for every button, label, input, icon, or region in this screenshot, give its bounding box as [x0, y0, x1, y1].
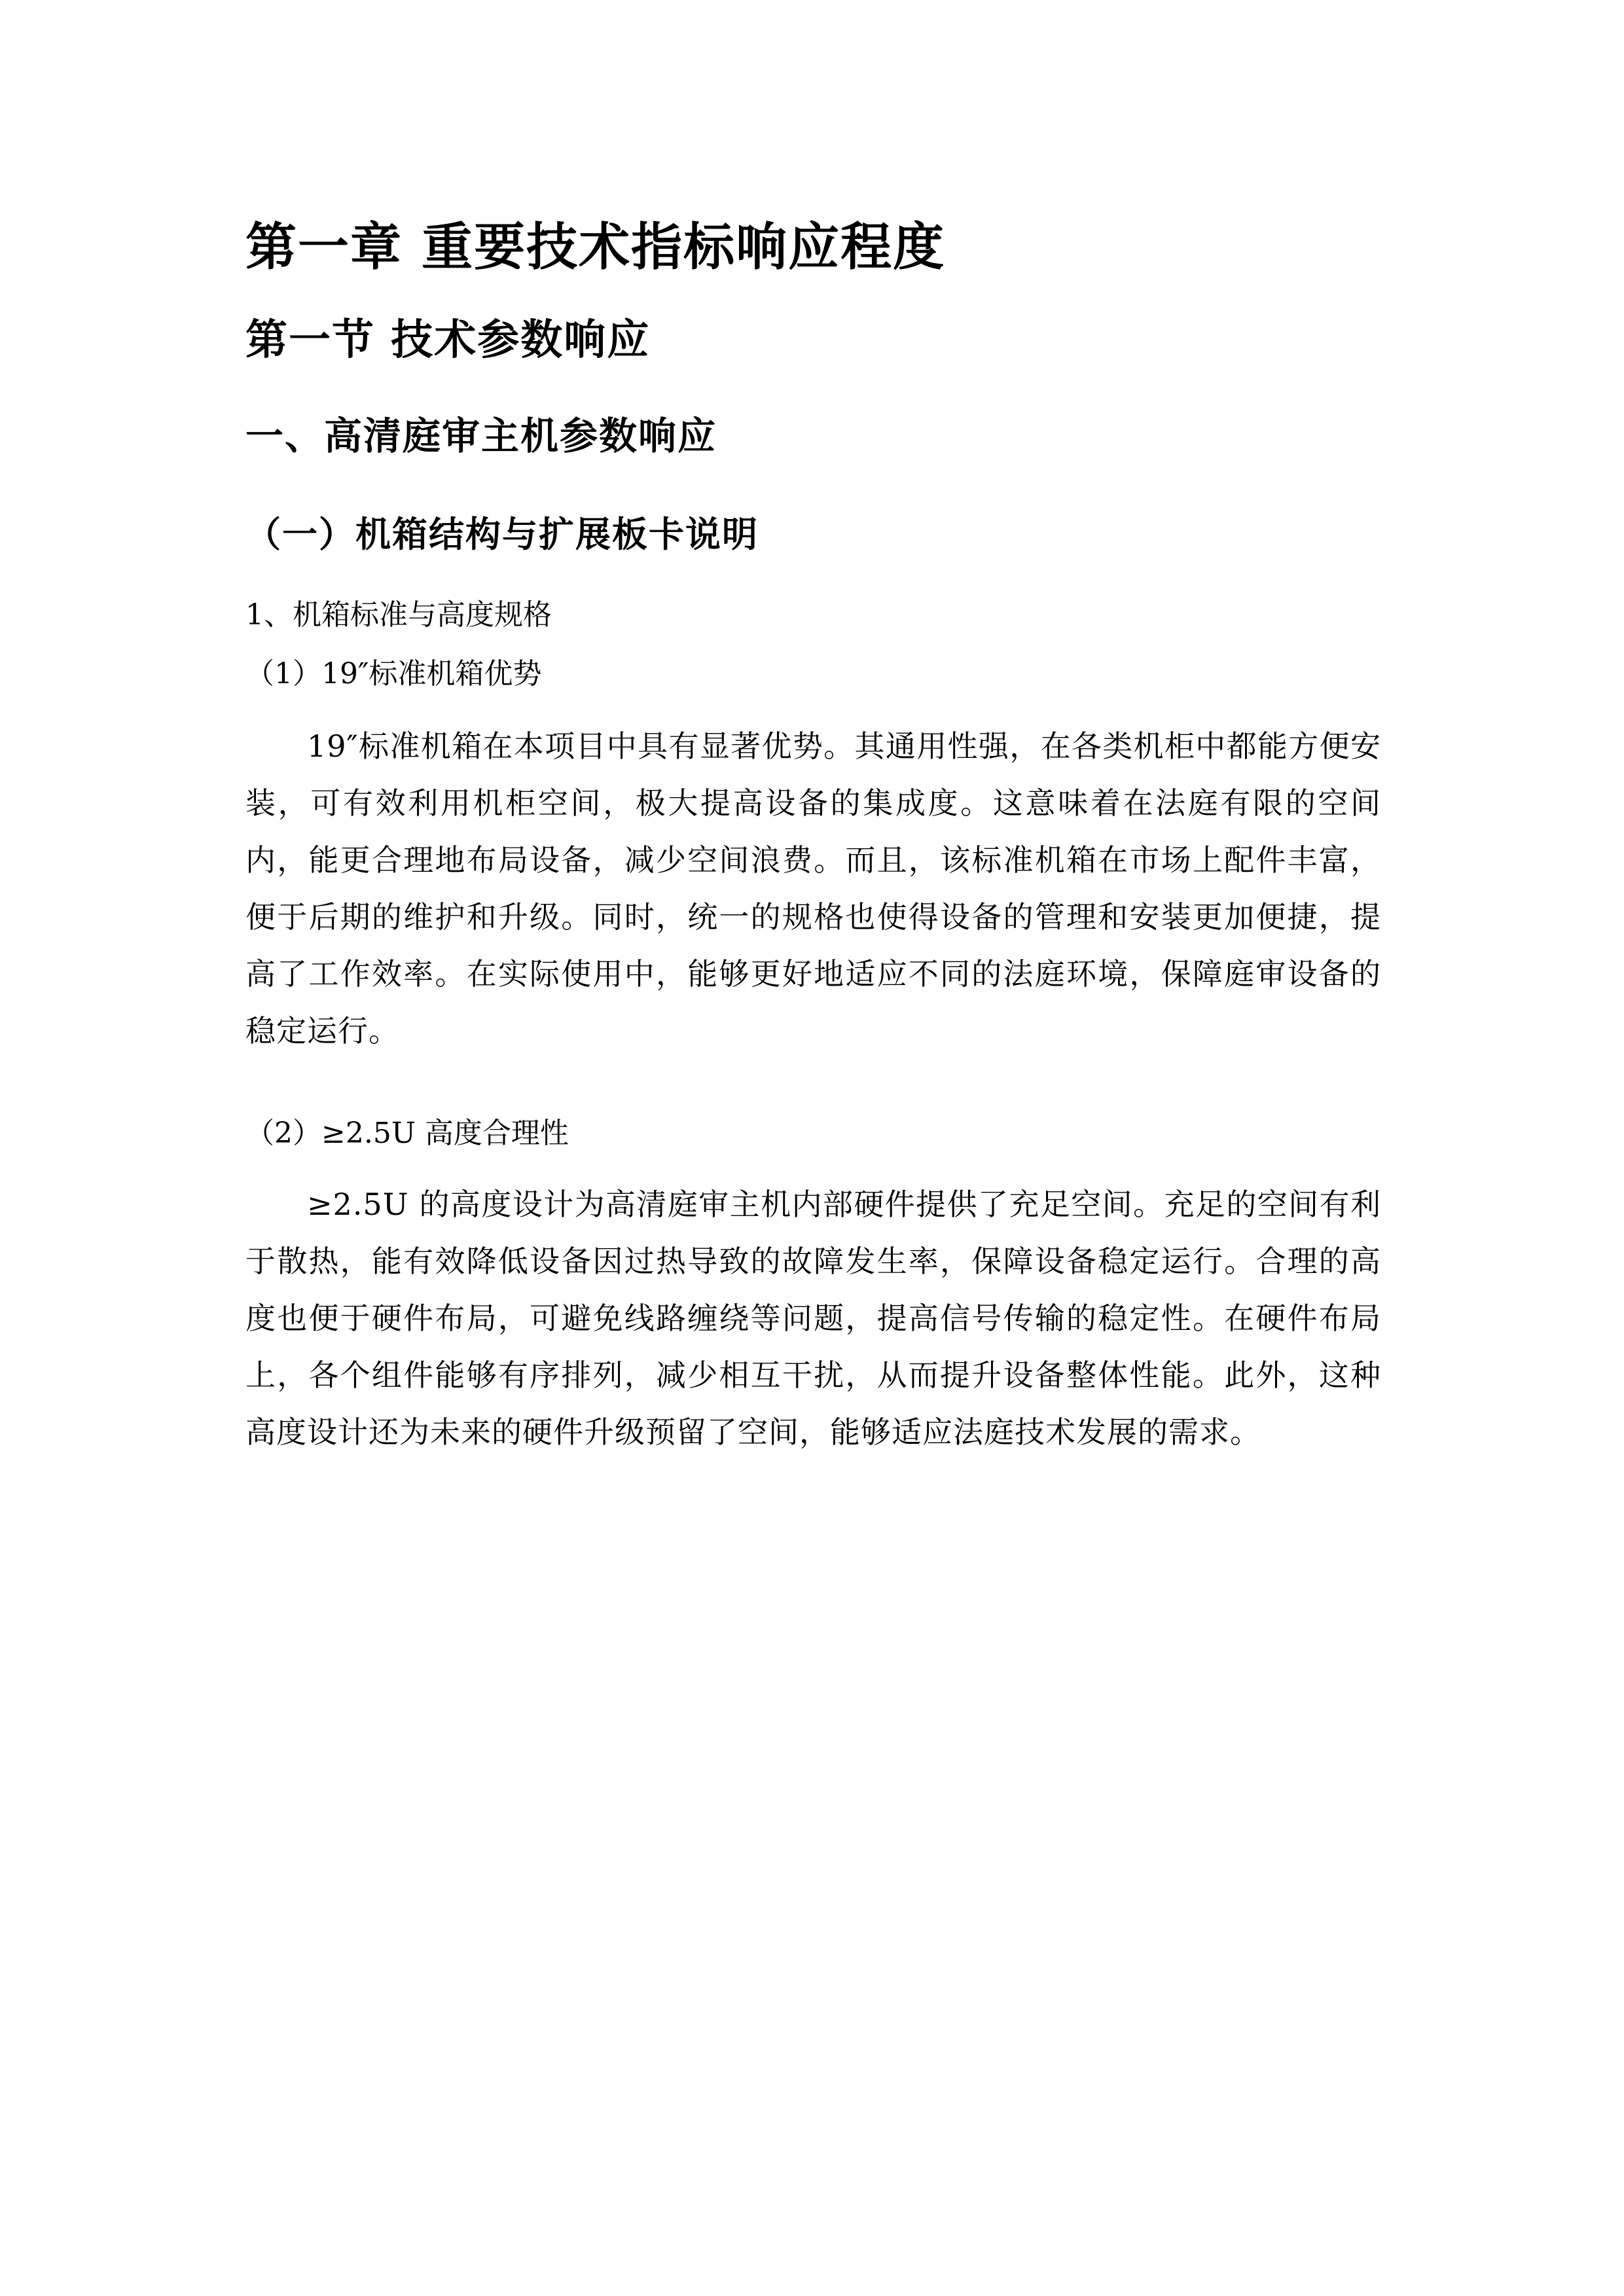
section-title: 第一节 技术参数响应 [245, 316, 651, 365]
subsubsection-title: （一）机箱结构与扩展板卡说明 [245, 513, 759, 555]
paragraph-19-inch-advantage: 19″标准机箱在本项目中具有显著优势。其通用性强，在各类机柜中都能方便安装，可有效利用机柜空间，极大提高设备的集成度。这意味着在法庭有限的空间内，能更合理地布局设备，减少空间浪费。而且，该标准机箱在市场上配件丰富，便于后期的维护和升级。同时，统一的规格也使得设备的管理和安装更加便捷，提高了工作效率。在实际使用中，能够更好地适应不同的法庭环境，保障庭审设备的稳定运行。 [245, 728, 1381, 1049]
item-heading-chassis-standard: 1、机箱标准与高度规格 [245, 598, 552, 632]
subsection-title: 一、高清庭审主机参数响应 [245, 414, 717, 458]
item-heading-height-rationale: （2）≥2.5U 高度合理性 [245, 1117, 569, 1150]
item-heading-19-inch-advantage: （1）19″标准机箱优势 [245, 657, 542, 691]
paragraph-height-rationale: ≥2.5U 的高度设计为高清庭审主机内部硬件提供了充足空间。充足的空间有利于散热，能有效降低设备因过热导致的故障发生率，保障设备稳定运行。合理的高度也便于硬件布局，可避免线路缠绕等问题，提高信号传输的稳定性。在硬件布局上，各个组件能够有序排列，减少相互干扰，从而提升设备整体性能。此外，这种高度设计还为未来的硬件升级预留了空间，能够适应法庭技术发展的需求。 [245, 1187, 1381, 1450]
chapter-title: 第一章 重要技术指标响应程度 [245, 218, 946, 277]
